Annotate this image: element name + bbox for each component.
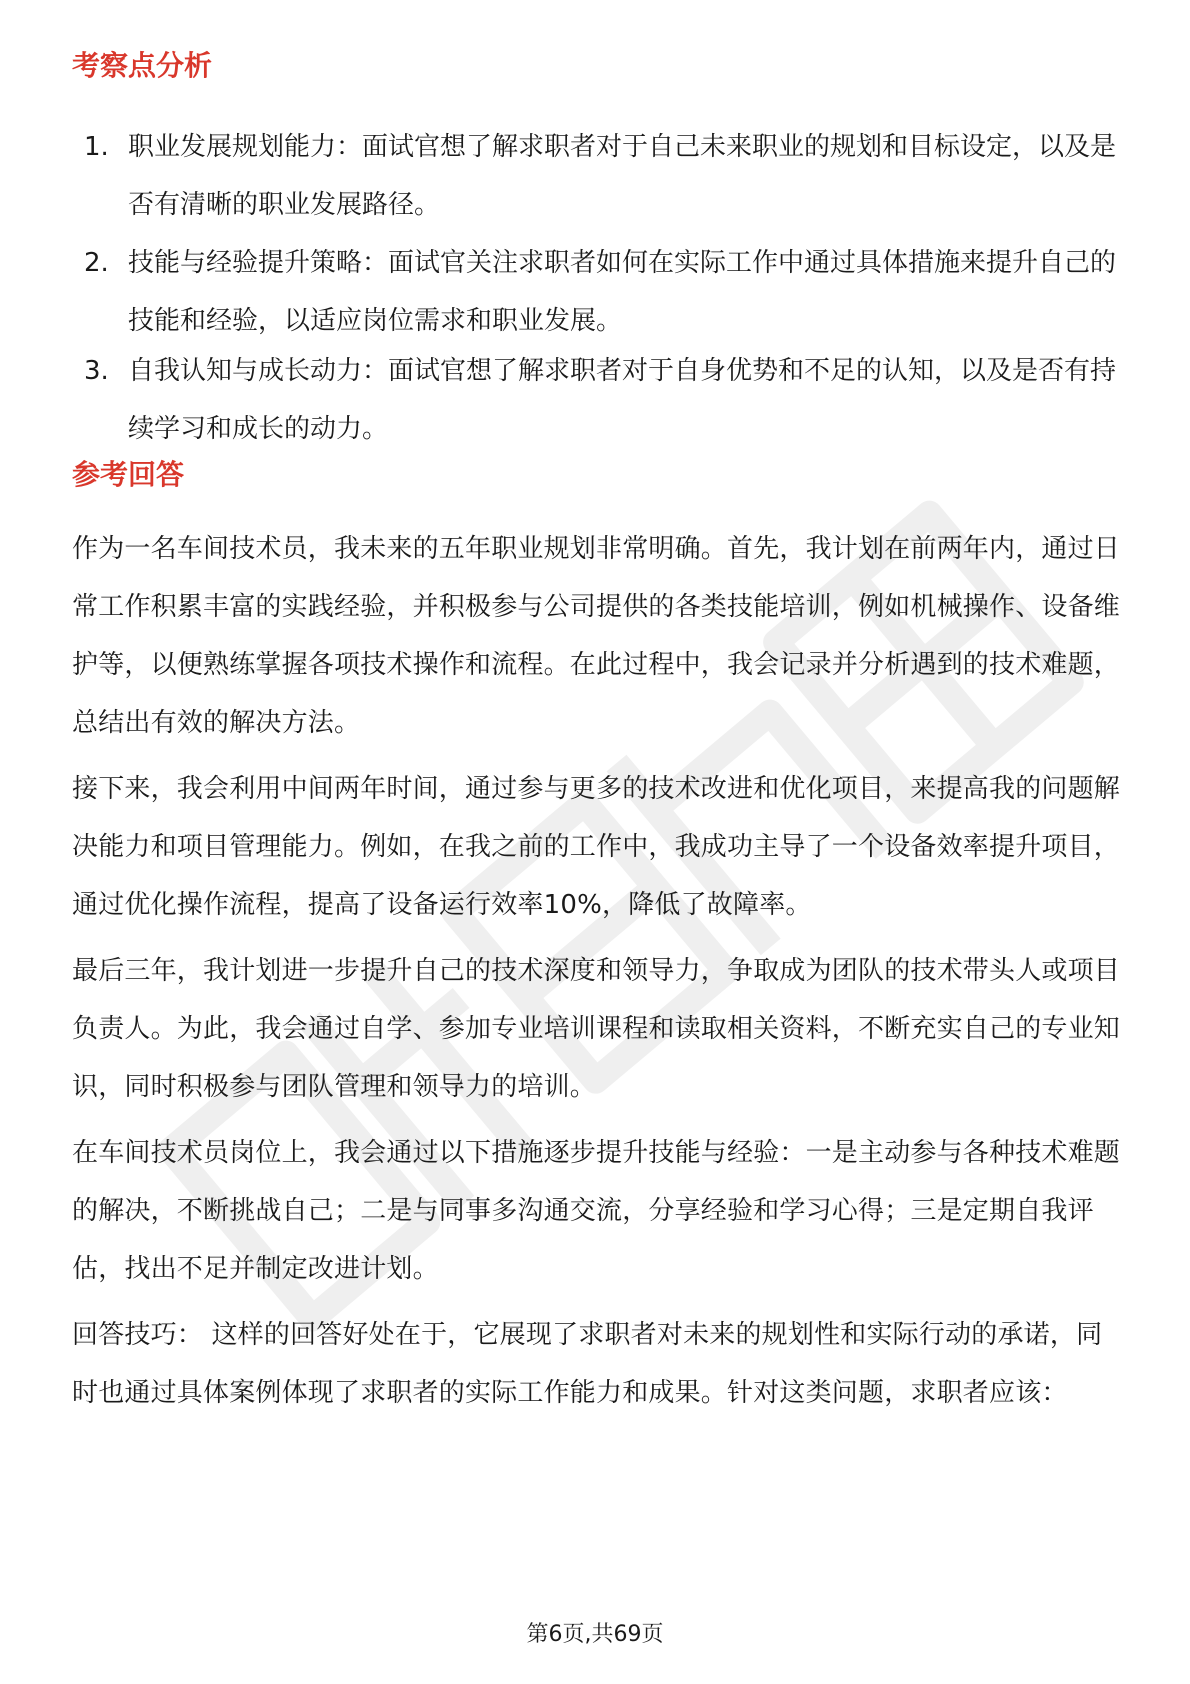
list-item-text: 自我认知与成长动力：面试官想了解求职者对于自身优势和不足的认知，以及是否有持续学习和成长的动力。 bbox=[128, 356, 1117, 444]
answer-paragraph: 最后三年，我计划进一步提升自己的技术深度和领导力，争取成为团队的技术带头人或项目负责人。为此，我会通过自学、参加专业培训课程和读取相关资料，不断充实自己的专业知识，同时积极参与团队管理和领导力的培训。 bbox=[72, 956, 1121, 1102]
answer-paragraph: 接下来，我会利用中间两年时间，通过参与更多的技术改进和优化项目，来提高我的问题解决能力和项目管理能力。例如，在我之前的工作中，我成功主导了一个设备效率提升项目，通过优化操作流程，提高了设备运行效率10%，降低了故障率。 bbox=[72, 774, 1121, 920]
list-item-number: 2. bbox=[84, 248, 109, 278]
list-item-text: 技能与经验提升策略：面试官关注求职者如何在实际工作中通过具体措施来提升自己的技能和经验，以适应岗位需求和职业发展。 bbox=[128, 248, 1117, 336]
list-item bbox=[0, 342, 1118, 458]
section-heading-analysis: 考察点分析 bbox=[72, 49, 213, 82]
list-item bbox=[0, 118, 1118, 234]
list-item-number: 3. bbox=[84, 356, 109, 386]
list-item-number: 1. bbox=[84, 132, 109, 162]
answer-tips-paragraph: 回答技巧： 这样的回答好处在于，它展现了求职者对未来的规划性和实际行动的承诺，同时也通过具体案例体现了求职者的实际工作能力和成果。针对这类问题，求职者应该： bbox=[72, 1320, 1103, 1408]
section-heading-reference-answer: 参考回答 bbox=[72, 458, 185, 491]
list-item-text: 职业发展规划能力：面试官想了解求职者对于自己未来职业的规划和目标设定，以及是否有清晰的职业发展路径。 bbox=[128, 132, 1117, 220]
list-item bbox=[0, 234, 1118, 342]
page-number: 第6页,共69页 bbox=[526, 1622, 664, 1647]
answer-paragraph: 作为一名车间技术员，我未来的五年职业规划非常明确。首先，我计划在前两年内，通过日常工作积累丰富的实践经验，并积极参与公司提供的各类技能培训，例如机械操作、设备维护等，以便熟练掌握各项技术操作和流程。在此过程中，我会记录并分析遇到的技术难题，总结出有效的解决方法。 bbox=[72, 534, 1121, 738]
answer-paragraph: 在车间技术员岗位上，我会通过以下措施逐步提升技能与经验：一是主动参与各种技术难题的解决，不断挑战自己；二是与同事多沟通交流，分享经验和学习心得；三是定期自我评估，找出不足并制定改进计划。 bbox=[72, 1138, 1121, 1284]
analysis-list bbox=[0, 118, 1190, 458]
